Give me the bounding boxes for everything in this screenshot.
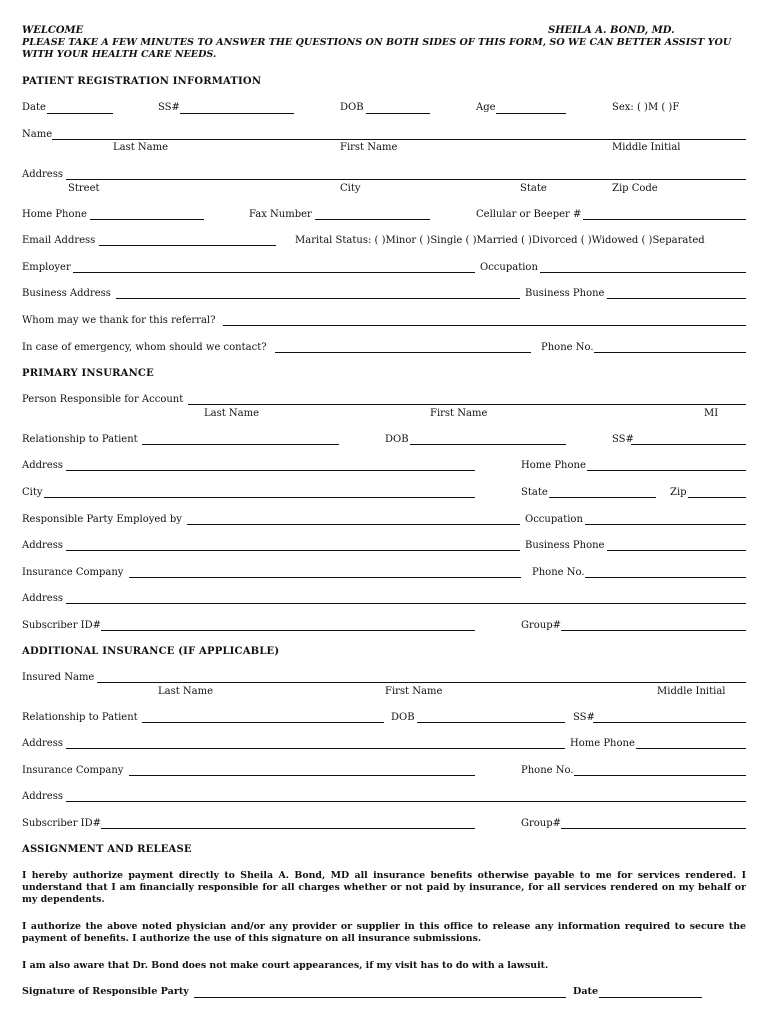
occupation-label: Occupation bbox=[480, 262, 538, 273]
primary-state-field[interactable] bbox=[549, 497, 656, 498]
fax-label: Fax Number bbox=[249, 209, 312, 220]
business-address-field[interactable] bbox=[116, 298, 520, 299]
employed-by-label: Responsible Party Employed by bbox=[22, 514, 182, 525]
additional-first-name-caption: First Name bbox=[385, 686, 443, 697]
address-label: Address bbox=[22, 169, 63, 180]
insurance-company-field[interactable] bbox=[129, 577, 521, 578]
additional-relationship-label: Relationship to Patient bbox=[22, 712, 138, 723]
insurance-address-field[interactable] bbox=[66, 603, 746, 604]
insurance-company-label: Insurance Company bbox=[22, 567, 124, 578]
primary-occupation-field[interactable] bbox=[585, 524, 746, 525]
intro-line-2: WITH YOUR HEALTH CARE NEEDS. bbox=[22, 49, 217, 60]
dob-label: DOB bbox=[340, 102, 364, 113]
emergency-contact-label: In case of emergency, whom should we contact? bbox=[22, 342, 267, 353]
additional-middle-initial-caption: Middle Initial bbox=[657, 686, 726, 697]
name-field[interactable] bbox=[52, 139, 746, 140]
primary-home-phone-label: Home Phone bbox=[521, 460, 586, 471]
home-phone-field[interactable] bbox=[90, 219, 204, 220]
home-phone-label: Home Phone bbox=[22, 209, 87, 220]
person-responsible-label: Person Responsible for Account bbox=[22, 394, 184, 405]
cellular-field[interactable] bbox=[583, 219, 746, 220]
emergency-contact-field[interactable] bbox=[275, 352, 531, 353]
address-field[interactable] bbox=[66, 179, 746, 180]
insured-name-field[interactable] bbox=[97, 682, 746, 683]
release-section-title: ASSIGNMENT AND RELEASE bbox=[22, 844, 192, 855]
primary-dob-field[interactable] bbox=[410, 444, 566, 445]
employer-label: Employer bbox=[22, 262, 71, 273]
primary-first-name-caption: First Name bbox=[430, 408, 488, 419]
intro-line-1: PLEASE TAKE A FEW MINUTES TO ANSWER THE QUESTIONS ON BOTH SIDES OF THIS FORM, SO WE CAN BETTER ASSIST YOU bbox=[22, 37, 732, 48]
signature-label: Signature of Responsible Party bbox=[22, 986, 189, 997]
additional-insurance-title: ADDITIONAL INSURANCE (IF APPLICABLE) bbox=[22, 646, 280, 657]
additional-ss-field[interactable] bbox=[593, 722, 746, 723]
additional-group-label: Group# bbox=[521, 818, 562, 829]
signature-date-field[interactable] bbox=[599, 997, 702, 998]
referral-label: Whom may we thank for this referral? bbox=[22, 315, 216, 326]
primary-zip-label: Zip bbox=[670, 487, 687, 498]
emergency-phone-label: Phone No. bbox=[541, 342, 594, 353]
email-field[interactable] bbox=[99, 245, 276, 246]
primary-home-phone-field[interactable] bbox=[587, 470, 746, 471]
release-paragraph-2: I authorize the above noted physician and/or any provider or supplier in this office to release any information required to secure the payment of benefits. I authorize the use of this signature on all insurance submissions. bbox=[22, 921, 746, 944]
employed-by-field[interactable] bbox=[187, 524, 520, 525]
primary-zip-field[interactable] bbox=[688, 497, 746, 498]
additional-insurance-address-field[interactable] bbox=[66, 801, 746, 802]
person-responsible-field[interactable] bbox=[188, 404, 746, 405]
additional-last-name-caption: Last Name bbox=[158, 686, 214, 697]
business-address-label: Business Address bbox=[22, 288, 111, 299]
name-label: Name bbox=[22, 129, 53, 140]
marital-status-checkboxes[interactable]: Marital Status: ( )Minor ( )Single ( )Married ( )Divorced ( )Widowed ( )Separated bbox=[295, 235, 705, 246]
occupation-field[interactable] bbox=[540, 272, 746, 273]
referral-field[interactable] bbox=[223, 325, 746, 326]
primary-employer-address-label: Address bbox=[22, 540, 63, 551]
street-caption: Street bbox=[68, 183, 100, 194]
primary-city-label: City bbox=[22, 487, 43, 498]
primary-city-field[interactable] bbox=[44, 497, 475, 498]
emergency-phone-field[interactable] bbox=[594, 352, 746, 353]
additional-home-phone-label: Home Phone bbox=[570, 738, 635, 749]
insured-name-label: Insured Name bbox=[22, 672, 95, 683]
age-field[interactable] bbox=[496, 113, 566, 114]
zip-caption: Zip Code bbox=[612, 183, 658, 194]
date-field[interactable] bbox=[47, 113, 113, 114]
signature-field[interactable] bbox=[194, 997, 566, 998]
additional-subscriber-id-label: Subscriber ID# bbox=[22, 818, 102, 829]
primary-last-name-caption: Last Name bbox=[204, 408, 260, 419]
primary-business-phone-field[interactable] bbox=[607, 550, 746, 551]
dob-field[interactable] bbox=[366, 113, 430, 114]
welcome-heading: WELCOME bbox=[22, 25, 84, 36]
additional-home-phone-field[interactable] bbox=[636, 748, 746, 749]
primary-relationship-field[interactable] bbox=[142, 444, 339, 445]
city-caption: City bbox=[340, 183, 361, 194]
signature-date-label: Date bbox=[573, 986, 599, 997]
email-label: Email Address bbox=[22, 235, 96, 246]
subscriber-id-label: Subscriber ID# bbox=[22, 620, 102, 631]
primary-state-label: State bbox=[521, 487, 548, 498]
business-phone-field[interactable] bbox=[607, 298, 746, 299]
sex-checkboxes[interactable]: Sex: ( )M ( )F bbox=[612, 102, 680, 113]
additional-insurance-company-label: Insurance Company bbox=[22, 765, 124, 776]
primary-ss-field[interactable] bbox=[631, 444, 746, 445]
doctor-name: SHEILA A. BOND, MD. bbox=[548, 25, 675, 36]
ss-field[interactable] bbox=[180, 113, 294, 114]
patient-section-title: PATIENT REGISTRATION INFORMATION bbox=[22, 76, 262, 87]
additional-relationship-field[interactable] bbox=[142, 722, 384, 723]
middle-initial-caption: Middle Initial bbox=[612, 142, 681, 153]
additional-subscriber-id-field[interactable] bbox=[101, 828, 475, 829]
group-field[interactable] bbox=[561, 630, 746, 631]
age-label: Age bbox=[476, 102, 496, 113]
business-phone-label: Business Phone bbox=[525, 288, 605, 299]
insurance-phone-field[interactable] bbox=[585, 577, 746, 578]
additional-group-field[interactable] bbox=[561, 828, 746, 829]
primary-relationship-label: Relationship to Patient bbox=[22, 434, 138, 445]
additional-ss-label: SS# bbox=[573, 712, 595, 723]
additional-phone-field[interactable] bbox=[574, 775, 746, 776]
release-paragraph-1: I hereby authorize payment directly to Sheila A. Bond, MD all insurance benefits otherwise payable to me for services rendered. I understand that I am financially responsible for all charges whether or not paid by insurance, for all services rendered on my behalf or my dependents. bbox=[22, 870, 746, 905]
primary-address-label: Address bbox=[22, 460, 63, 471]
cellular-label: Cellular or Beeper # bbox=[476, 209, 582, 220]
release-paragraph-3: I am also aware that Dr. Bond does not make court appearances, if my visit has to do with a lawsuit. bbox=[22, 960, 549, 971]
last-name-caption: Last Name bbox=[113, 142, 169, 153]
date-label: Date bbox=[22, 102, 46, 113]
additional-insurance-company-field[interactable] bbox=[129, 775, 475, 776]
state-caption: State bbox=[520, 183, 547, 194]
subscriber-id-field[interactable] bbox=[101, 630, 475, 631]
group-label: Group# bbox=[521, 620, 562, 631]
first-name-caption: First Name bbox=[340, 142, 398, 153]
additional-address-field[interactable] bbox=[66, 748, 565, 749]
additional-insurance-address-label: Address bbox=[22, 791, 63, 802]
primary-address-field[interactable] bbox=[66, 470, 475, 471]
primary-dob-label: DOB bbox=[385, 434, 409, 445]
additional-dob-label: DOB bbox=[391, 712, 415, 723]
primary-business-phone-label: Business Phone bbox=[525, 540, 605, 551]
primary-employer-address-field[interactable] bbox=[66, 550, 520, 551]
employer-field[interactable] bbox=[73, 272, 475, 273]
fax-field[interactable] bbox=[315, 219, 430, 220]
ss-label: SS# bbox=[158, 102, 180, 113]
primary-ss-label: SS# bbox=[612, 434, 634, 445]
primary-occupation-label: Occupation bbox=[525, 514, 583, 525]
insurance-address-label: Address bbox=[22, 593, 63, 604]
primary-insurance-title: PRIMARY INSURANCE bbox=[22, 368, 154, 379]
additional-phone-label: Phone No. bbox=[521, 765, 574, 776]
primary-mi-caption: MI bbox=[704, 408, 719, 419]
additional-dob-field[interactable] bbox=[417, 722, 565, 723]
additional-address-label: Address bbox=[22, 738, 63, 749]
insurance-phone-label: Phone No. bbox=[532, 567, 585, 578]
